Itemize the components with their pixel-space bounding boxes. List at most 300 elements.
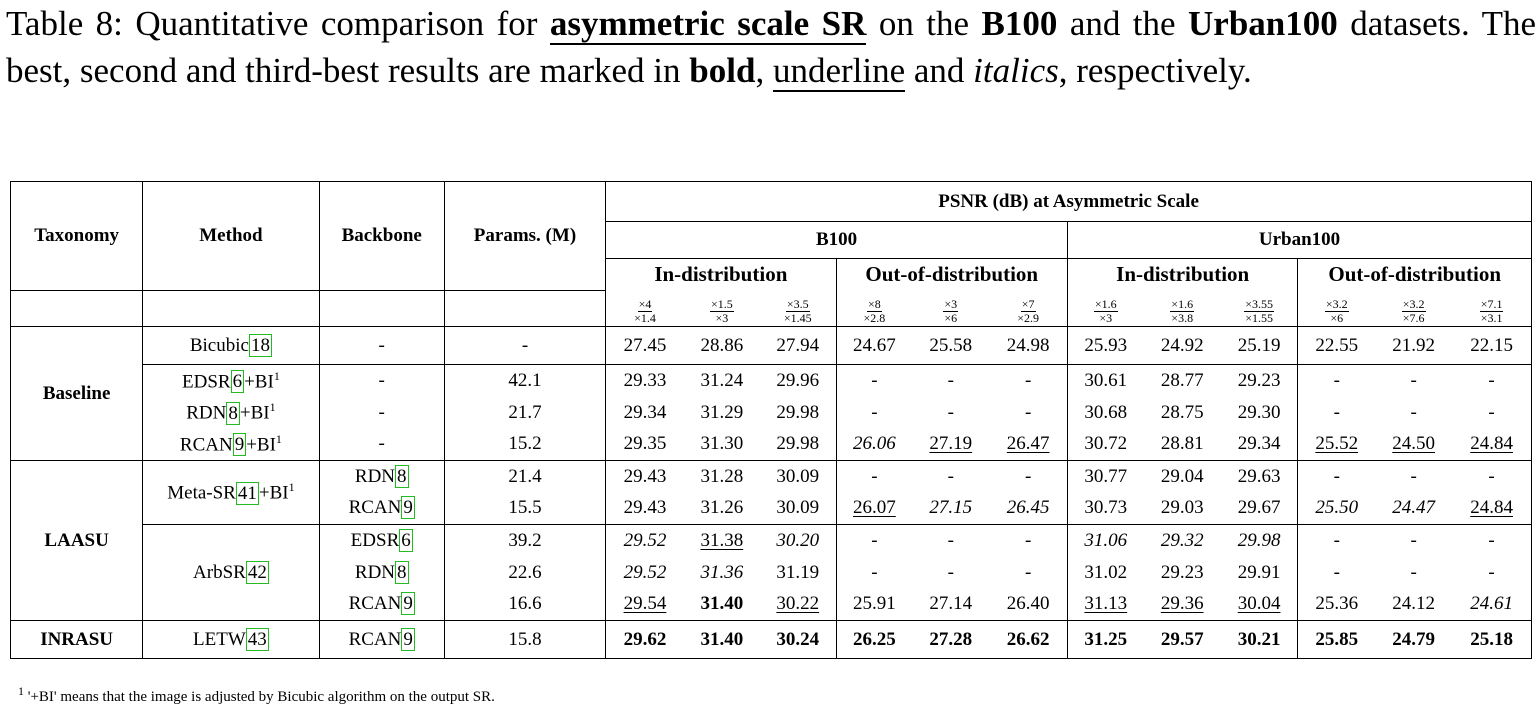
psnr-number: 29.91 [1237,561,1281,583]
psnr-number: 30.22 [776,593,820,615]
scale-ratio [836,291,912,327]
psnr-value [1375,589,1452,621]
psnr-value [684,429,760,461]
psnr-number: - [1025,369,1032,391]
psnr-number: 24.84 [1470,497,1513,519]
psnr-number: 28.75 [1160,401,1204,423]
psnr-number: 26.06 [853,433,896,455]
psnr-number: 28.86 [700,334,744,356]
psnr-value [1298,589,1375,621]
psnr-number: 28.81 [1160,433,1204,455]
psnr-value [912,557,989,589]
psnr-value [606,557,684,589]
psnr-number: - [947,465,954,487]
psnr-number: - [871,401,878,423]
ratio-denominator: ×1.55 [1245,310,1273,325]
psnr-value [1067,557,1143,589]
psnr-number: - [1488,401,1495,423]
psnr-number: 30.24 [776,628,820,650]
psnr-number: 30.21 [1237,628,1281,650]
bi-suffix: +BI [239,402,270,424]
psnr-number: - [1410,465,1417,487]
scale-ratio [684,291,760,327]
psnr-value [1452,557,1531,589]
psnr-number: 30.72 [1084,433,1128,455]
psnr-value [1221,589,1298,621]
psnr-number: 29.04 [1160,465,1204,487]
psnr-number: 31.26 [700,497,744,519]
psnr-value [1298,557,1375,589]
psnr-number: 27.19 [929,433,973,455]
backbone-cell [319,397,444,429]
psnr-value [1067,589,1143,621]
psnr-number: 26.40 [1006,593,1050,615]
psnr-number: 31.29 [700,401,744,423]
method-cell [143,429,319,461]
citation-link[interactable]: 9 [403,497,413,519]
psnr-value [760,461,836,493]
psnr-number: 26.62 [1006,628,1050,650]
psnr-value [912,327,989,365]
psnr-number: 31.25 [1084,628,1128,650]
psnr-number: - [1410,401,1417,423]
psnr-value [760,429,836,461]
citation-link[interactable]: 43 [247,628,267,650]
psnr-value [606,365,684,397]
scale-ratio [1298,291,1375,327]
psnr-value [836,525,912,557]
psnr-number: - [947,529,954,551]
psnr-value [989,557,1067,589]
psnr-number: 31.24 [700,369,744,391]
scale-ratio [760,291,836,327]
psnr-number: 31.19 [776,561,820,583]
psnr-number: - [1488,465,1495,487]
psnr-number: 31.40 [700,593,744,615]
psnr-value [1298,493,1375,525]
psnr-value [912,429,989,461]
psnr-value [1221,397,1298,429]
psnr-value [684,557,760,589]
psnr-number: 21.92 [1392,334,1435,356]
psnr-number: 31.28 [700,465,744,487]
ratio-numerator: ×4 [638,296,652,311]
ratio-denominator: ×3.1 [1480,310,1503,325]
psnr-value [1067,525,1143,557]
psnr-number: 31.40 [700,628,744,650]
psnr-value [684,589,760,621]
psnr-value [836,397,912,429]
backbone-cell [319,429,444,461]
psnr-number: - [1333,401,1340,423]
psnr-number: 24.47 [1392,497,1435,519]
psnr-value [1298,429,1375,461]
backbone-name: - [378,334,385,356]
psnr-number: 31.36 [700,561,744,583]
psnr-number: - [1333,465,1340,487]
psnr-number: 29.98 [776,433,820,455]
psnr-number: 29.98 [776,401,820,423]
psnr-value [1452,429,1531,461]
psnr-number: - [1025,529,1032,551]
psnr-number: 27.28 [929,628,973,650]
header-urban-out: Out-of-distribution [1298,259,1532,291]
psnr-value [1298,365,1375,397]
psnr-number: 27.15 [929,497,973,519]
psnr-number: 29.67 [1237,497,1281,519]
psnr-number: 31.02 [1084,561,1128,583]
psnr-number: 24.50 [1392,433,1435,455]
caption-text: and the [1057,4,1189,43]
backbone-name: - [378,433,385,455]
psnr-value [836,461,912,493]
psnr-number: 24.92 [1160,334,1204,356]
caption-urban: Urban100 [1188,4,1338,43]
bi-suffix: +BI [246,434,276,456]
method-cell [143,365,319,397]
psnr-value [989,461,1067,493]
psnr-number: 24.67 [853,334,896,356]
caption-text: , [755,51,773,90]
backbone-name: RDN [354,561,396,583]
psnr-number: 29.34 [623,401,667,423]
psnr-number: 29.62 [623,628,667,650]
psnr-value [1221,621,1298,659]
footnote-mark: 1 [18,684,24,698]
psnr-number: 29.23 [1237,369,1281,391]
caption-text: on the [866,4,982,43]
psnr-value [1452,493,1531,525]
psnr-value [760,525,836,557]
psnr-number: 30.73 [1084,497,1128,519]
psnr-value [760,621,836,659]
psnr-number: 30.04 [1237,593,1281,615]
psnr-number: 29.63 [1237,465,1281,487]
citation-link[interactable]: 6 [232,370,243,392]
citation-link[interactable]: 42 [247,561,267,583]
backbone-cell [319,589,444,621]
psnr-value [1452,327,1531,365]
table-row [11,621,1532,659]
psnr-value [836,621,912,659]
psnr-number: - [1025,465,1032,487]
psnr-value [760,327,836,365]
psnr-value [606,525,684,557]
psnr-number: 30.77 [1084,465,1128,487]
citation-link[interactable]: 18 [250,334,270,356]
backbone-name: RCAN [348,593,402,615]
psnr-value [1298,327,1375,365]
backbone-cell [319,461,444,493]
citation-link[interactable]: 8 [397,561,407,583]
psnr-number: 29.54 [623,593,667,615]
psnr-number: - [871,561,878,583]
psnr-value [912,525,989,557]
psnr-number: 30.68 [1084,401,1128,423]
psnr-number: 31.06 [1084,529,1128,551]
psnr-value [606,621,684,659]
citation-link[interactable]: 9 [234,434,245,456]
results-table [10,181,1532,659]
psnr-value [684,621,760,659]
psnr-value [836,327,912,365]
psnr-value [1298,621,1375,659]
caption-underline-word: underline [772,51,906,90]
ratio-numerator: ×7 [1021,296,1035,311]
psnr-number: - [1410,561,1417,583]
scale-ratio [1067,291,1143,327]
table-row [11,365,1532,397]
psnr-value [1221,327,1298,365]
ratio-numerator: ×3 [944,296,958,311]
psnr-value [1067,365,1143,397]
psnr-number: - [1333,561,1340,583]
table-row [11,327,1532,365]
backbone-cell [319,365,444,397]
citation-link[interactable]: 9 [403,628,413,650]
psnr-number: 24.98 [1006,334,1050,356]
citation-link[interactable]: 6 [401,529,411,551]
psnr-value [989,429,1067,461]
footnote [18,684,495,706]
header-b100-out: Out-of-distribution [836,259,1067,291]
psnr-value [1375,621,1452,659]
params-cell: 21.7 [444,397,605,429]
caption-bold-word: bold [689,51,756,90]
bi-suffix: +BI [258,482,289,504]
backbone-name: RCAN [348,628,402,650]
psnr-value [1375,429,1452,461]
psnr-value [1067,621,1143,659]
psnr-number: 25.50 [1315,497,1359,519]
psnr-value [1452,397,1531,429]
psnr-number: 29.36 [1160,593,1204,615]
psnr-value [1375,397,1452,429]
ratio-numerator: ×8 [867,296,881,311]
psnr-value [1067,429,1143,461]
psnr-number: 25.19 [1237,334,1281,356]
ratio-numerator: ×1.6 [1094,296,1117,311]
header-urban100: Urban100 [1067,222,1531,259]
psnr-value [1067,397,1143,429]
method-name: Meta-SR [167,482,236,504]
header-b100-in: In-distribution [606,259,836,291]
psnr-number: 24.79 [1392,628,1435,650]
psnr-number: - [1410,369,1417,391]
psnr-value [684,365,760,397]
psnr-number: 29.35 [623,433,667,455]
psnr-number: 29.52 [623,529,667,551]
backbone-cell [319,557,444,589]
psnr-value [760,397,836,429]
psnr-number: 30.09 [776,465,820,487]
ratio-numerator: ×3.5 [786,296,809,311]
ratio-numerator: ×3.2 [1325,296,1348,311]
params-cell: 15.5 [444,493,605,525]
psnr-number: 25.52 [1315,433,1359,455]
psnr-number: 30.20 [776,529,820,551]
citation-link[interactable]: 41 [237,482,257,504]
psnr-number: 27.14 [929,593,973,615]
psnr-value [1298,461,1375,493]
scale-ratio [1221,291,1298,327]
footnote-ref: 1 [273,368,280,383]
caption-text: and [905,51,974,90]
psnr-number: 29.23 [1160,561,1204,583]
psnr-value [836,589,912,621]
scale-ratio [912,291,989,327]
psnr-value [989,621,1067,659]
ratio-denominator: ×1.4 [634,310,656,325]
psnr-value [760,365,836,397]
psnr-number: 22.15 [1470,334,1513,356]
psnr-value [760,557,836,589]
psnr-value [606,589,684,621]
psnr-number: 27.45 [623,334,667,356]
psnr-value [1221,557,1298,589]
psnr-number: 25.85 [1315,628,1359,650]
psnr-number: 25.36 [1315,593,1359,615]
caption-emph: asymmetric scale SR [549,4,867,43]
psnr-value [1452,525,1531,557]
ratio-numerator: ×1.5 [710,296,733,311]
psnr-number: 26.25 [853,628,896,650]
backbone-name: - [378,369,385,391]
psnr-value [1452,621,1531,659]
params-cell: 15.2 [444,429,605,461]
header-backbone: Backbone [319,182,444,291]
header-method: Method [143,182,319,291]
header-b100: B100 [606,222,1068,259]
method-name: Bicubic [189,334,249,356]
group-baseline: Baseline [11,327,143,461]
group-laasu: LAASU [11,461,143,621]
params-cell: 22.6 [444,557,605,589]
psnr-number: 24.12 [1392,593,1435,615]
psnr-value [1375,493,1452,525]
psnr-number: 24.84 [1470,433,1513,455]
psnr-number: - [871,369,878,391]
caption-text: Table 8: Quantitative comparison for [6,4,550,43]
psnr-value [606,429,684,461]
psnr-number: 29.43 [623,465,667,487]
psnr-value [1067,461,1143,493]
psnr-number: - [1025,401,1032,423]
psnr-value [1221,493,1298,525]
psnr-number: - [947,401,954,423]
psnr-number: 31.30 [700,433,744,455]
psnr-value [1144,461,1221,493]
backbone-cell [319,525,444,557]
citation-link[interactable]: 9 [403,593,413,615]
ratio-denominator: ×1.45 [783,310,812,325]
psnr-value [684,525,760,557]
psnr-value [760,589,836,621]
caption-italic-word: italics [973,51,1059,90]
psnr-number: 29.52 [623,561,667,583]
psnr-value [684,397,760,429]
psnr-value [1375,525,1452,557]
psnr-value [989,365,1067,397]
psnr-value [1144,557,1221,589]
psnr-value [606,327,684,365]
psnr-value [912,589,989,621]
method-cell [143,621,319,659]
psnr-value [606,461,684,493]
params-cell: 42.1 [444,365,605,397]
psnr-number: 29.98 [1237,529,1281,551]
psnr-number: 29.33 [623,369,667,391]
psnr-value [1375,365,1452,397]
psnr-value [1144,397,1221,429]
psnr-value [912,397,989,429]
method-cell [143,397,319,429]
psnr-number: 30.09 [776,497,820,519]
backbone-name: EDSR [350,529,400,551]
psnr-value [1144,621,1221,659]
psnr-number: 31.13 [1084,593,1128,615]
psnr-value [989,493,1067,525]
psnr-value [1375,327,1452,365]
ratio-denominator: ×3.8 [1171,310,1194,325]
header-urban-in: In-distribution [1067,259,1297,291]
psnr-value [836,557,912,589]
ratio-denominator: ×3 [1099,310,1113,325]
footnote-ref: 1 [288,480,295,495]
backbone-name: RCAN [348,497,402,519]
citation-link[interactable]: 8 [228,402,238,424]
params-cell: 15.8 [444,621,605,659]
footnote-ref: 1 [269,400,276,415]
psnr-value [1067,493,1143,525]
citation-link[interactable]: 8 [397,465,407,487]
psnr-value [1144,429,1221,461]
psnr-value [836,493,912,525]
ratio-numerator: ×3.2 [1402,296,1425,311]
method-name: LETW [193,628,246,650]
caption-b100: B100 [981,4,1058,43]
psnr-number: - [1333,529,1340,551]
psnr-number: 29.03 [1160,497,1204,519]
params-cell: 39.2 [444,525,605,557]
psnr-number: - [871,465,878,487]
method-name: ArbSR [193,561,246,583]
ratio-denominator: ×2.8 [863,310,886,325]
psnr-number: - [947,369,954,391]
backbone-name: RDN [354,465,396,487]
psnr-number: - [1025,561,1032,583]
psnr-number: 25.18 [1470,628,1513,650]
psnr-value [684,461,760,493]
psnr-value [1144,327,1221,365]
psnr-value [1144,525,1221,557]
table-row [11,429,1532,461]
ratio-denominator: ×3 [715,310,729,325]
psnr-value [836,429,912,461]
psnr-number: 27.94 [776,334,820,356]
header-taxonomy: Taxonomy [11,182,143,291]
psnr-value [1221,429,1298,461]
psnr-number: 29.96 [776,369,820,391]
psnr-value [1144,493,1221,525]
psnr-value [1452,589,1531,621]
psnr-value [912,365,989,397]
psnr-value [1375,461,1452,493]
psnr-value [760,493,836,525]
psnr-value [989,397,1067,429]
psnr-number: 25.93 [1084,334,1128,356]
psnr-number: - [1488,369,1495,391]
